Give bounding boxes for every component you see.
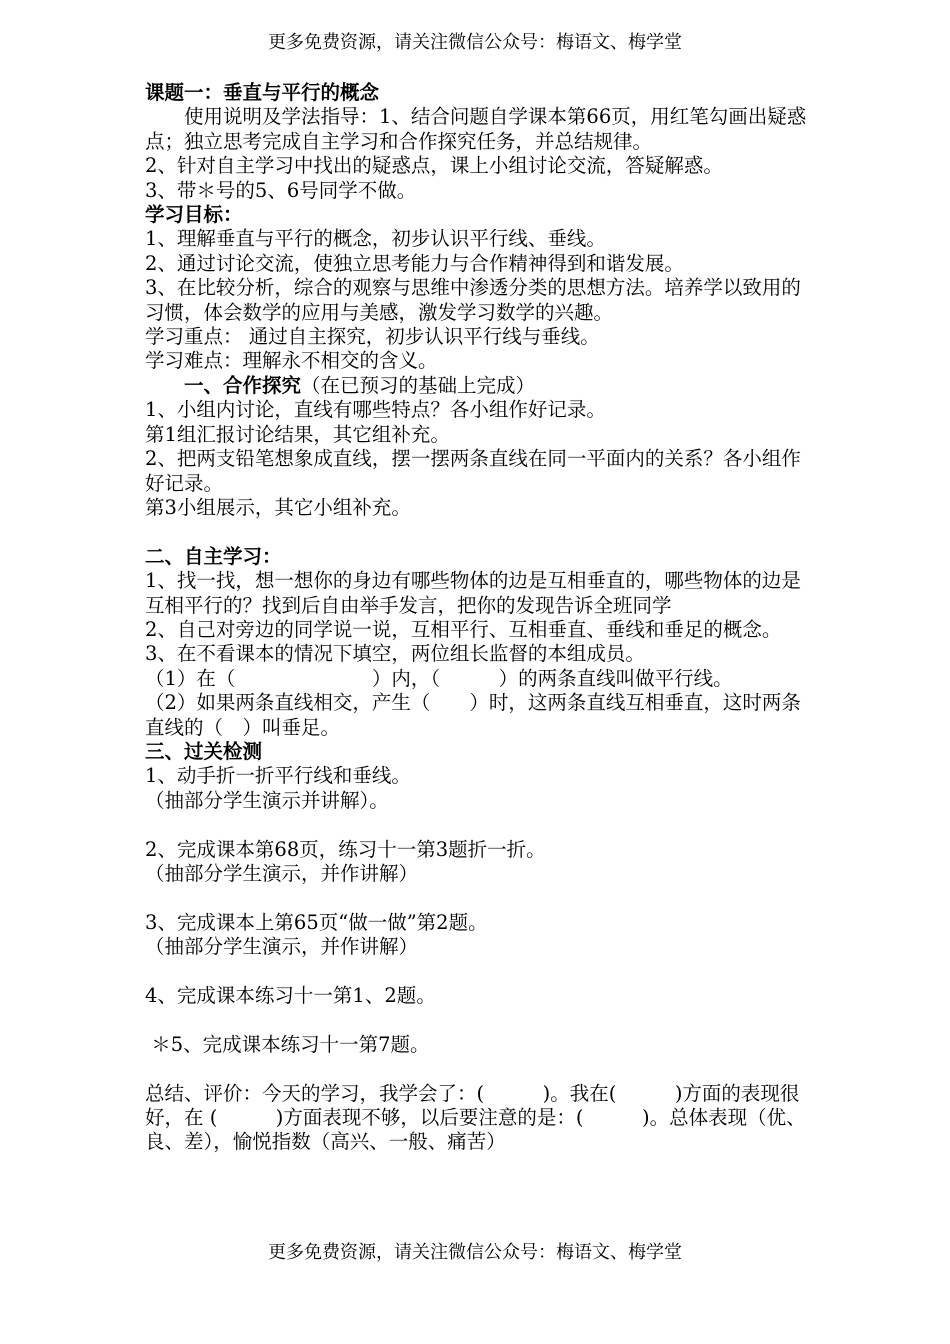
line-text: 第1组汇报讨论结果，其它组补充。 [145,422,450,446]
text-line [145,569,810,618]
blank-line [145,960,810,984]
text-line [145,447,810,496]
line-text: 1、动手折一折平行线和垂线。 [145,764,411,788]
blank-line [145,813,810,837]
text-line [145,862,810,886]
line-text: 1、小组内讨论，直线有哪些特点？各小组作好记录。 [145,398,606,422]
line-text: 3、在不看课本的情况下填空，两位组长监督的本组成员。 [145,642,645,666]
line-suffix: （在已预习的基础上完成） [301,373,536,397]
text-line [145,691,810,740]
text-line [145,179,810,203]
text-line [145,911,810,935]
text-line [145,276,810,325]
line-text: 2、完成课本第68页，练习十一第3题折一折。 [145,837,546,861]
section-heading [145,203,810,227]
line-text: 三、过关检测 [145,739,263,763]
line-text: 课题一：垂直与平行的概念 [145,81,380,104]
line-text: 2、通过讨论交流，使独立思考能力与合作精神得到和谐发展。 [145,251,684,275]
text-line [145,398,810,422]
text-line [145,1082,810,1155]
text-line [145,984,810,1008]
text-line [145,642,810,666]
text-line [145,1033,810,1057]
blank-line [145,520,810,544]
line-text: 学习难点：理解永不相交的含义。 [145,349,438,373]
section-heading [145,81,810,105]
text-line [145,618,810,642]
text-line [145,105,810,154]
section-heading [145,740,810,764]
line-text: 2、自己对旁边的同学说一说，互相平行、互相垂直、垂线和垂足的概念。 [145,617,782,641]
line-text: 3、在比较分析，综合的观察与思维中渗透分类的思想方法。培养学以致用的习惯，体会数学的应用与美感，激发学习数学的兴趣。 [145,276,801,324]
line-text: （抽部分学生演示，并作讲解） [145,861,419,885]
line-text: 1、理解垂直与平行的概念，初步认识平行线、垂线。 [145,227,606,251]
text-line [145,325,810,349]
line-text: 学习重点： 通过自主探究，初步认识平行线与垂线。 [145,325,600,349]
line-text: 3、带＊号的5、6号同学不做。 [145,178,417,202]
blank-line [145,1057,810,1081]
text-line [145,154,810,178]
line-text: ＊5、完成课本练习十一第7题。 [145,1032,430,1056]
line-text: 第3小组展示，其它小组补充。 [145,495,411,519]
line-text: 2、针对自主学习中找出的疑惑点，课上小组讨论交流，答疑解惑。 [145,154,723,178]
document-body [145,81,810,1155]
line-text: 2、把两支铅笔想象成直线，摆一摆两条直线在同一平面内的关系？各小组作好记录。 [145,447,801,495]
section-heading [145,374,810,398]
text-line [145,252,810,276]
page-header: 更多免费资源，请关注微信公众号：梅语文、梅学堂 [268,32,682,53]
line-text: 使用说明及学法指导：1、结合问题自学课本第66页，用红笔勾画出疑惑点；独立思考完成自主学习和合作探究任务，并总结规律。 [145,105,807,153]
line-text: 二、自主学习： [145,544,282,568]
text-line [145,667,810,691]
line-text: （抽部分学生演示，并作讲解） [145,935,419,959]
line-text: 总结、评价：今天的学习，我学会了：( )。我在( )方面的表现很好，在 ( )方面表现不够，以后要注意的是：( )。总体表现（优、良、差），愉悦指数（高兴、一般、痛苦） [145,1081,806,1154]
text-line [145,349,810,373]
line-text: （1）在（ ）内，（ ）的两条直线叫做平行线。 [145,666,733,690]
text-line [145,496,810,520]
page-footer: 更多免费资源，请关注微信公众号：梅语文、梅学堂 [268,1242,682,1263]
blank-line [145,886,810,910]
line-text: 4、完成课本练习十一第1、2题。 [145,983,436,1007]
text-line [145,789,810,813]
text-line [145,838,810,862]
text-line [145,935,810,959]
text-line [145,227,810,251]
line-text: 1、找一找，想一想你的身边有哪些物体的边是互相垂直的，哪些物体的边是互相平行的？找到后自由举手发言，把你的发现告诉全班同学 [145,569,801,617]
line-text: 3、完成课本上第65页“做一做”第2题。 [145,910,488,934]
line-text: （抽部分学生演示并讲解）。 [145,788,389,812]
line-text: 学习目标： [145,203,243,227]
section-heading [145,545,810,569]
blank-line [145,1008,810,1032]
line-text: 一、合作探究 [184,373,302,397]
text-line [145,764,810,788]
line-text: （2）如果两条直线相交，产生（ ）时，这两条直线互相垂直，这时两条直线的（ ）叫垂足。 [145,691,801,739]
text-line [145,423,810,447]
